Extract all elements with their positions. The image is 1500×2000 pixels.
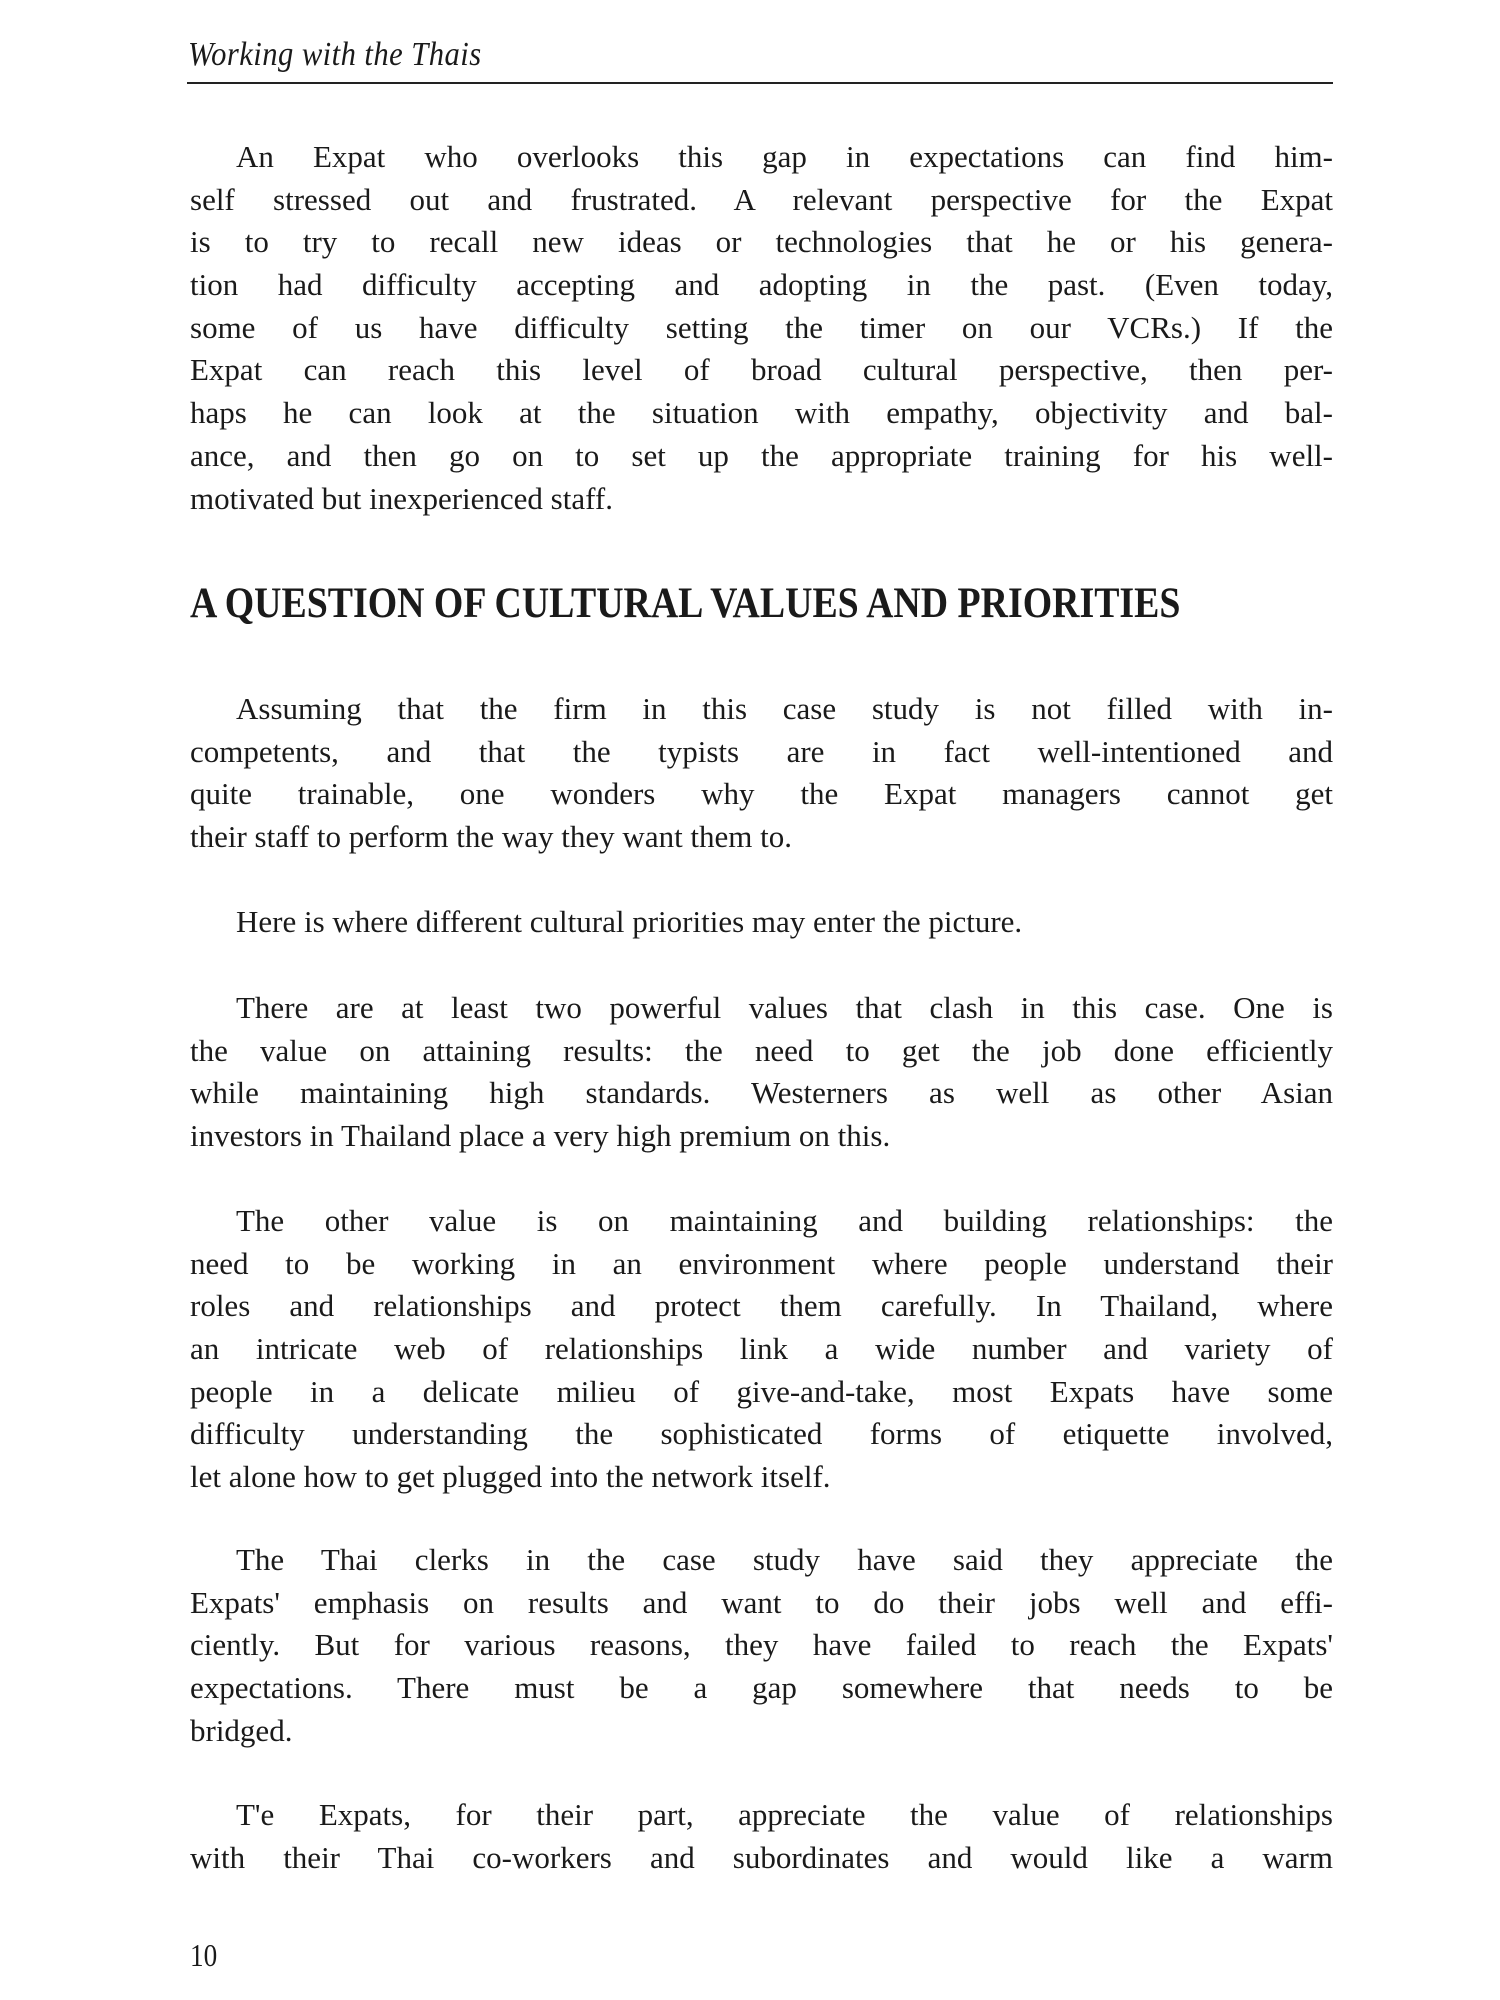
paragraph xyxy=(190,688,1333,859)
text-line: let alone how to get plugged into the network itself. xyxy=(190,1459,831,1495)
text-line: There are at least two powerful values that clash in this case. One is xyxy=(236,990,1333,1025)
text-line: difficulty understanding the sophisticated forms of etiquette involved, xyxy=(190,1416,1333,1452)
text-line: with their Thai co-workers and subordinates and would like a warm xyxy=(190,1839,1333,1875)
text-line: Expat can reach this level of broad cultural perspective, then per- xyxy=(190,352,1333,388)
text-line: is to try to recall new ideas or technologies that he or his genera- xyxy=(190,224,1333,260)
text-line: expectations. There must be a gap somewhere that needs to be xyxy=(190,1670,1333,1706)
paragraph xyxy=(190,1200,1333,1499)
paragraph xyxy=(190,901,1333,944)
text-line: An Expat who overlooks this gap in expectations can find him- xyxy=(236,139,1333,174)
page-number: 10 xyxy=(190,1937,218,1973)
text-line: investors in Thailand place a very high premium on this. xyxy=(190,1118,891,1154)
text-line: competents, and that the typists are in fact well-intentioned and xyxy=(190,733,1333,769)
text-line: roles and relationships and protect them carefully. In Thailand, where xyxy=(190,1288,1333,1324)
text-line: Expats' emphasis on results and want to do their jobs well and effi- xyxy=(190,1584,1333,1620)
text-line: tion had difficulty accepting and adopting in the past. (Even today, xyxy=(190,267,1333,303)
text-line: need to be working in an environment where people understand their xyxy=(190,1245,1333,1281)
paragraph xyxy=(190,136,1333,520)
text-line: ciently. But for various reasons, they have failed to reach the Expats' xyxy=(190,1627,1333,1663)
text-line: the value on attaining results: the need to get the job done efficiently xyxy=(190,1032,1333,1068)
paragraph xyxy=(190,987,1333,1158)
text-line: some of us have difficulty setting the timer on our VCRs.) If the xyxy=(190,309,1333,345)
text-line: people in a delicate milieu of give-and-take, most Expats have some xyxy=(190,1373,1333,1409)
text-line: haps he can look at the situation with empathy, objectivity and bal- xyxy=(190,395,1333,431)
text-line: motivated but inexperienced staff. xyxy=(190,480,613,516)
paragraph xyxy=(190,1794,1333,1879)
text-line: self stressed out and frustrated. A relevant perspective for the Expat xyxy=(190,181,1333,217)
running-head: Working with the Thais xyxy=(188,36,482,73)
text-line: Assuming that the firm in this case study is not filled with in- xyxy=(236,691,1333,726)
text-line: bridged. xyxy=(190,1712,293,1748)
text-line: their staff to perform the way they want them to. xyxy=(190,819,793,855)
section-heading: A QUESTION OF CULTURAL VALUES AND PRIORITIES xyxy=(190,580,1181,627)
text-line: Here is where different cultural priorities may enter the picture. xyxy=(236,904,1023,939)
text-line: an intricate web of relationships link a wide number and variety of xyxy=(190,1331,1333,1367)
text-line: T'e Expats, for their part, appreciate the value of relationships xyxy=(236,1797,1333,1832)
text-line: The other value is on maintaining and building relationships: the xyxy=(236,1203,1333,1238)
text-line: quite trainable, one wonders why the Expat managers cannot get xyxy=(190,776,1333,812)
text-line: The Thai clerks in the case study have said they appreciate the xyxy=(236,1542,1333,1577)
paragraph xyxy=(190,1539,1333,1752)
text-line: while maintaining high standards. Westerners as well as other Asian xyxy=(190,1075,1333,1111)
text-line: ance, and then go on to set up the appropriate training for his well- xyxy=(190,437,1333,473)
header-rule xyxy=(187,82,1333,84)
